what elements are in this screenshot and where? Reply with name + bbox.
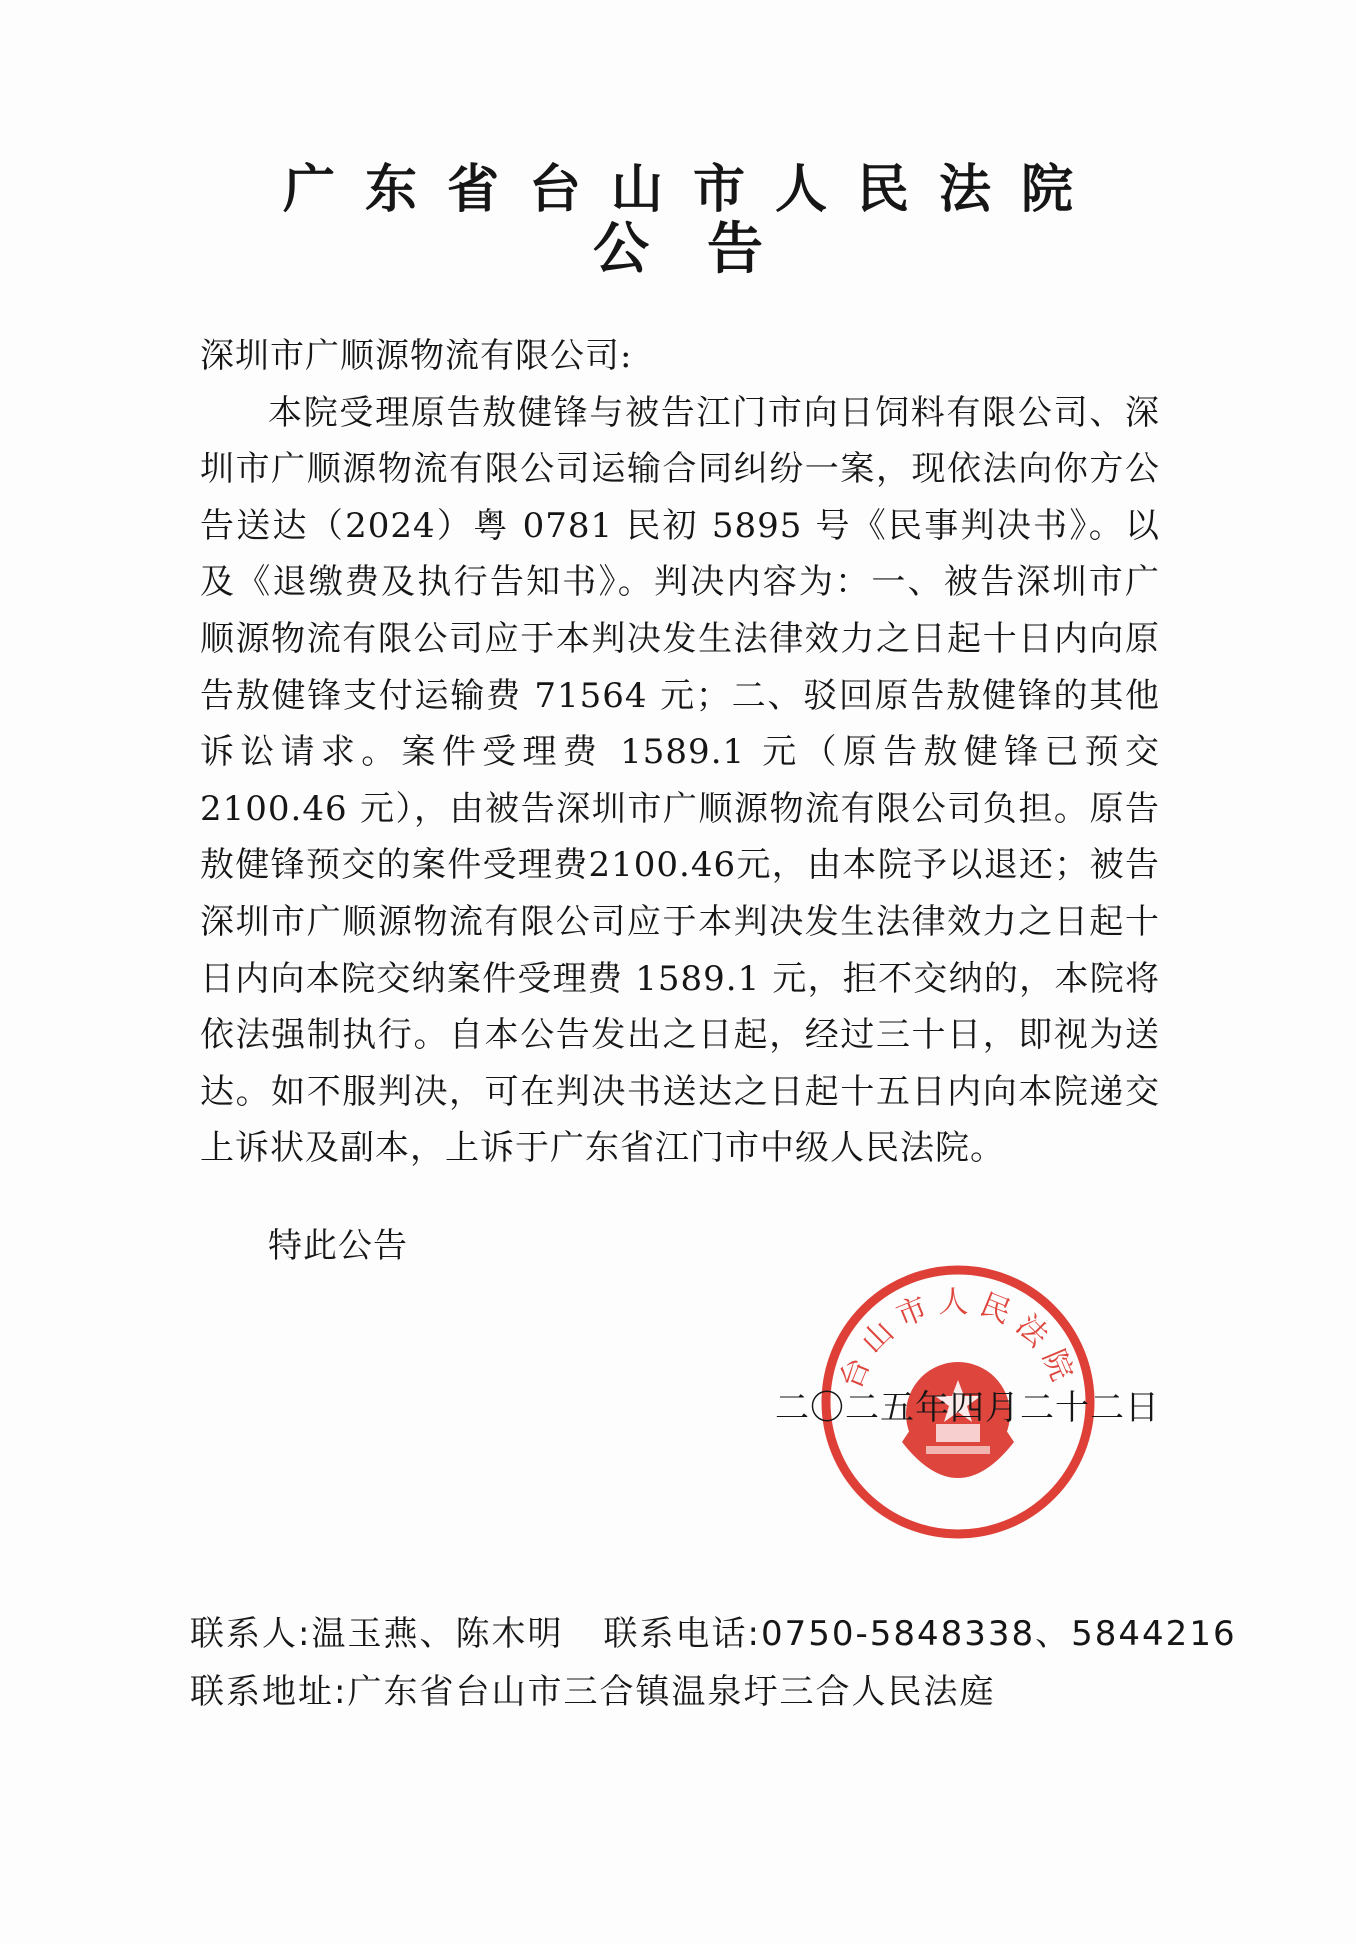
contact-phone-label: 联系电话: bbox=[603, 1614, 761, 1654]
notice-title: 公告 bbox=[593, 217, 821, 282]
issue-date: 二〇二五年四月二十二日 bbox=[775, 1388, 1160, 1428]
seal-text: 台山市人民法院 bbox=[833, 1284, 1083, 1395]
contact-persons: 温玉燕、陈木明 bbox=[311, 1614, 564, 1654]
court-name-heading: 广东省台山市人民法院 bbox=[282, 160, 1103, 220]
contact-persons-label: 联系人: bbox=[190, 1614, 312, 1654]
contact-address-label: 联系地址: bbox=[190, 1672, 348, 1712]
contact-address: 广东省台山市三合镇温泉圩三合人民法庭 bbox=[347, 1672, 996, 1712]
contact-phone: 0750-5848338、5844216 bbox=[760, 1614, 1237, 1654]
addressee: 深圳市广顺源物流有限公司: bbox=[200, 336, 633, 376]
address-row bbox=[190, 1664, 995, 1720]
judgment-paragraph: 本院受理原告敖健锋与被告江门市向日饲料有限公司、深圳市广顺源物流有限公司运输合同纠纷一案，现依法向你方公告送达（2024）粤 0781 民初 5895 号《民事判决书》。以及《退缴费及执行告知书》。判决内容为：一、被告深圳市广顺源物流有限公司应于本判决发生法律效力之日起十日内向原告敖健锋支付运输费 71564 元；二、驳回原告敖健锋的其他诉讼请求。案件受理费 1589.1 元（原告敖健锋已预交 2100.46 元），由被告深圳市广顺源物流有限公司负担。原告敖健锋预交的案件受理费2100.46元，由本院予以退还；被告深圳市广顺源物流有限公司应于本判决发生法律效力之日起十日内向本院交纳案件受理费 1589.1 元，拒不交纳的，本院将依法强制执行。自本公告发出之日起，经过三十日，即视为送达。如不服判决，可在判决书送达之日起十五日内向本院递交上诉状及副本，上诉于广东省江门市中级人民法院。 bbox=[200, 392, 1160, 1169]
notice-body bbox=[200, 328, 1160, 1177]
contact-row bbox=[190, 1606, 1237, 1662]
closing-remark: 特此公告 bbox=[268, 1226, 408, 1266]
